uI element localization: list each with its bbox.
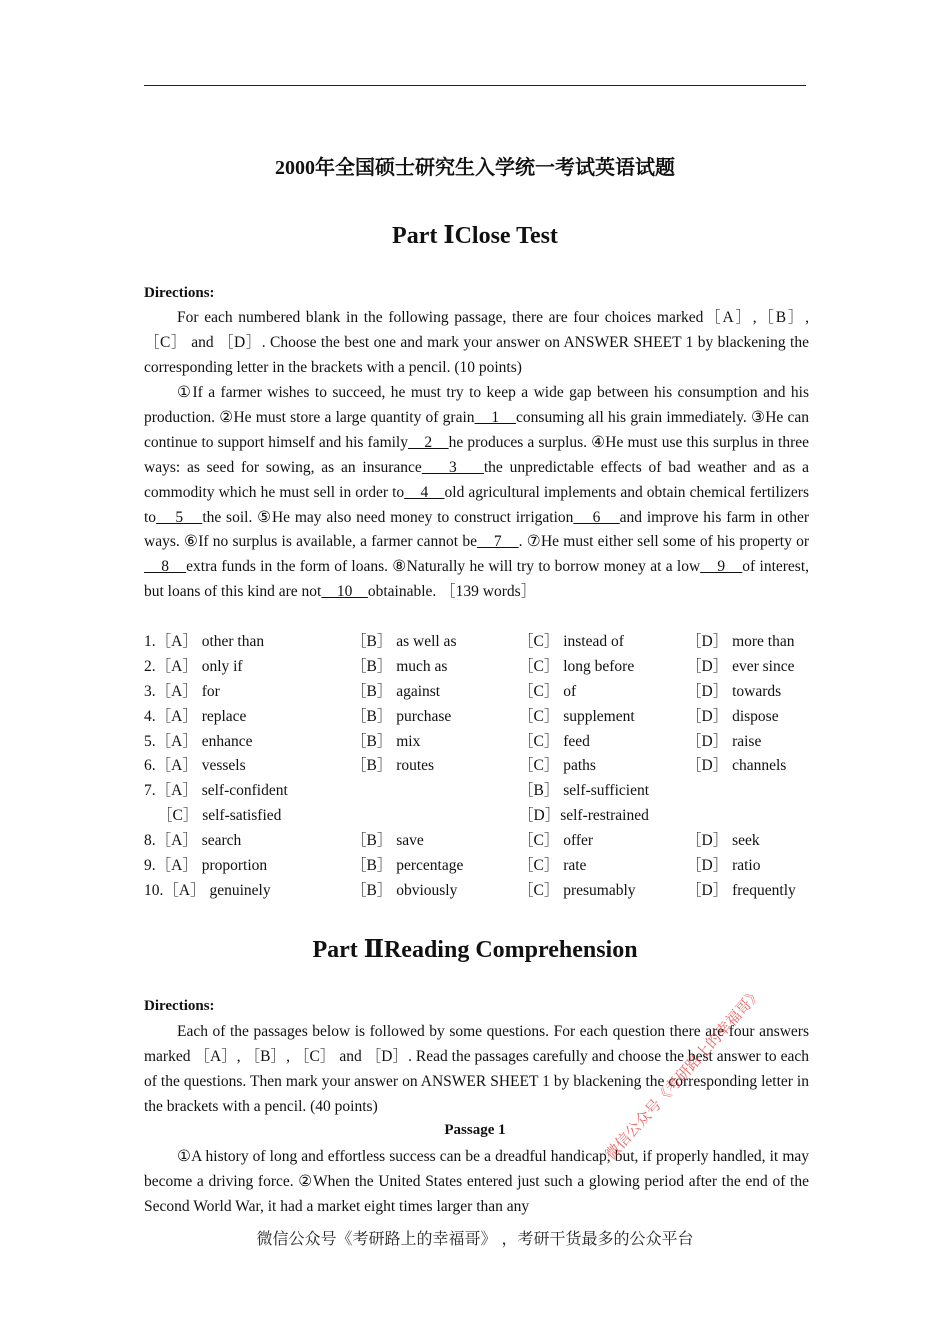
option-d: ［D］ seek [686, 832, 760, 850]
option-b: ［B］ save [351, 832, 424, 850]
blank-6: 6 [573, 508, 620, 526]
option-row-4 [144, 705, 809, 730]
blank-1: 1 [474, 408, 517, 426]
option-row-1 [144, 630, 809, 655]
option-c: ［C］ instead of [518, 633, 624, 650]
option-a: 3.［A］ for [144, 682, 220, 700]
option-row-7-continued [144, 804, 809, 829]
option-c: ［C］ offer [518, 832, 594, 850]
cloze-options [144, 630, 809, 904]
option-b: ［B］ obviously [351, 881, 458, 899]
option-b: ［B］ routes [351, 757, 435, 775]
passage-text: and improve his farm in other ways. ⑥If no surplus is available, a farmer cannot be [144, 508, 809, 551]
option-b: ［B］ mix [351, 732, 421, 750]
part2-heading: Part ⅡReading Comprehension [312, 937, 638, 963]
option-d: ［D］ more than [686, 633, 795, 650]
cloze-passage [144, 381, 809, 605]
option-d: ［D］ frequently [686, 881, 796, 899]
option-b: ［B］ as well as [351, 633, 457, 650]
option-row-6 [144, 754, 809, 779]
footer-text: 微信公众号《考研路上的幸福哥》 ，考研干货最多的公众平台 [256, 1229, 694, 1248]
option-a: 2.［A］ only if [144, 657, 243, 675]
part1-heading: Part ⅠClose Test [392, 223, 558, 249]
passage-text: . ⑦He must either sell some of his property or [518, 533, 810, 551]
option-d: ［D］ channels [686, 757, 787, 775]
blank-3: 3 [421, 458, 484, 476]
option-a: 9.［A］ proportion [144, 857, 268, 875]
option-a: 10.［A］ genuinely [144, 881, 271, 899]
passage-text: he produces a surplus. ④He must use this surplus in three ways: as seed for sowing, as an insurance [144, 433, 810, 476]
option-d: ［D］ ratio [686, 857, 761, 875]
part2-directions-text: Each of the passages below is followed by some questions. For each question there are four answers marked ［A］, ［B］, ［C］ and ［D］. Read the passages carefully and choose the best answer to each of the questions. Then mark your answer on ANSWER SHEET 1 by blackening the corresponding letter in the brackets with a pencil. (40 points) [144, 1023, 809, 1115]
passage-text: consuming all his grain immediately. ③He can continue to support himself and his family [144, 408, 809, 451]
blank-9: 9 [700, 558, 743, 576]
passage-text: the unpredictable effects of bad weather and as a commodity which he must sell in order to [144, 458, 809, 501]
option-d: ［D］ ever since [686, 657, 795, 675]
option-c: ［C］ of [518, 682, 577, 700]
option-row-8 [144, 829, 809, 854]
option-row-7 [144, 779, 809, 804]
passage-1-text: ①A history of long and effortless success can be a dreadful handicap, but, if properly handled, it may become a driving force. ②When the United States entered just such a glowing period after the end of the Second World War, it had a market eight times larger than any [144, 1148, 809, 1215]
option-b: ［B］ against [351, 682, 441, 700]
watermark: 微信公众号《考研路上的幸福哥》 [601, 984, 766, 1164]
option-a: 5.［A］ enhance [144, 732, 253, 750]
option-row-5 [144, 730, 809, 755]
option-b: ［B］ much as [351, 657, 448, 675]
option-row-2 [144, 655, 809, 680]
passage-text: extra funds in the form of loans. ⑧Naturally he will try to borrow money at a low [186, 558, 701, 576]
blank-5: 5 [156, 508, 203, 526]
option-row-10 [144, 879, 809, 904]
header-rule [144, 85, 806, 86]
blank-4: 4 [404, 483, 445, 501]
blank-2: 2 [408, 433, 449, 451]
page-title: 2000年全国硕士研究生入学统一考试英语试题 [275, 157, 675, 179]
option-a: 6.［A］ vessels [144, 757, 246, 775]
option-a: 8.［A］ search [144, 832, 242, 850]
option-d: ［D］ dispose [686, 707, 779, 725]
option-b: ［B］ percentage [351, 857, 464, 875]
passage-text: ①If a farmer wishes to succeed, he must try to keep a wide gap between his consumption and his production. ②He must store a large quantity of grain [144, 384, 809, 426]
part1-directions-text: For each numbered blank in the following passage, there are four choices marked［A］,［B］,［C］ and ［D］. Choose the best one and mark your answer on ANSWER SHEET 1 by blackening the corresponding letter in the brackets with a pencil. (10 points) [144, 309, 809, 376]
passage-text: obtainable. ［139 words］ [367, 583, 537, 601]
option-b: ［B］ purchase [351, 707, 452, 725]
passage-text: old agricultural implements and obtain chemical fertilizers to [144, 483, 810, 526]
option-b: ［B］ self-sufficient [518, 782, 650, 800]
option-c: ［C］ supplement [518, 707, 635, 725]
option-c: ［C］ self-satisfied [157, 807, 282, 825]
option-c: ［C］ paths [518, 757, 596, 775]
blank-7: 7 [476, 533, 519, 551]
blank-10: 10 [321, 583, 368, 601]
option-c: ［C］ rate [518, 857, 587, 875]
passage-title: Passage 1 [444, 1122, 506, 1138]
option-c: ［C］ long before [518, 657, 635, 675]
option-row-3 [144, 680, 809, 705]
option-d: ［D］ raise [686, 732, 762, 750]
blank-8: 8 [144, 558, 187, 576]
option-c: ［C］ feed [518, 732, 590, 750]
option-row-9 [144, 854, 809, 879]
option-d: ［D］ towards [686, 682, 782, 700]
part1-directions-label: Directions: [144, 285, 215, 301]
passage-text: of interest, but loans of this kind are not [144, 558, 810, 601]
option-a: 4.［A］ replace [144, 707, 247, 725]
option-a: 1.［A］ other than [144, 633, 265, 650]
option-a: 7.［A］ self-confident [144, 782, 288, 800]
part2-directions-label: Directions: [144, 998, 215, 1014]
option-d: ［D］self-restrained [518, 807, 649, 825]
passage-text: the soil. ⑤He may also need money to construct irrigation [202, 508, 574, 526]
option-c: ［C］ presumably [518, 881, 636, 899]
